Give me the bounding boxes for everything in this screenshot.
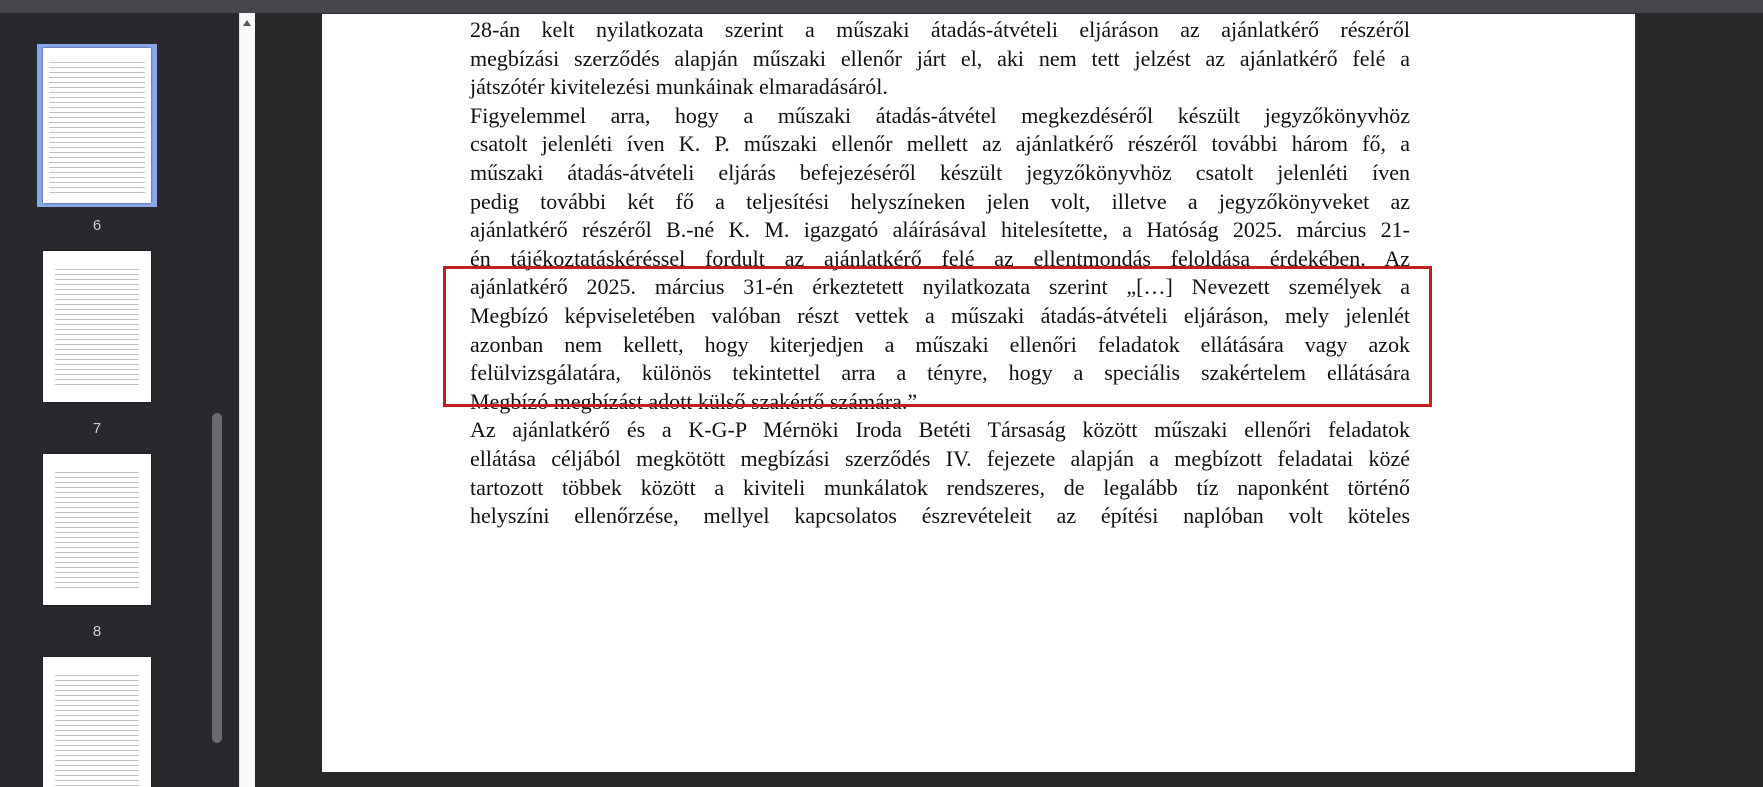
text-line: felülvizsgálatára, különös tekintettel arra a tényre, hogy a speciális szakértelem ellátására [470, 360, 1410, 386]
document-page [322, 14, 1635, 772]
thumbnail-text-texture [55, 673, 139, 787]
thumbnail-page-image [43, 657, 151, 787]
text-line: Figyelemmel arra, hogy a műszaki átadás-átvétel megkezdéséről készült jegyzőkönyvhöz [470, 102, 1410, 128]
annotation-highlight-box [443, 266, 1432, 407]
document-viewport[interactable] [255, 13, 1763, 787]
text-line: Megbízó képviseletében valóban részt vettek a műszaki átadás-átvételi eljáráson, mely jelenlét [470, 302, 1410, 328]
text-line: ajánlatkérő 2025. március 31-én érkeztetett nyilatkozata szerint „[…] Nevezett személyek a [470, 274, 1410, 300]
thumbnail-page-image [43, 48, 151, 203]
thumbnail-page-number: 6 [92, 217, 102, 234]
text-line: azonban nem kellett, hogy kiterjedjen a műszaki ellenőri feladatok ellátására vagy azok [470, 331, 1410, 357]
text-line: 28-án kelt nyilatkozata szerint a műszaki átadás-átvételi eljáráson az ajánlatkérő részéről [470, 17, 1410, 42]
thumbnail-page-image [43, 251, 151, 402]
up-arrow-icon [243, 20, 251, 26]
text-line: én tájékoztatáskéréssel fordult az ajánlatkérő felé az ellentmondás feloldása érdekében. Az [470, 245, 1410, 271]
thumbnail-text-texture [49, 60, 145, 193]
text-line: ellátása céljából megkötött megbízási szerződés IV. fejezete alapján a megbízott feladatai közé [470, 445, 1410, 471]
thumbnail-selection-highlight [37, 44, 157, 207]
text-line: helyszíni ellenőrzése, mellyel kapcsolatos észrevételeit az építési naplóban volt köteles [470, 503, 1410, 529]
thumbnail-sidebar[interactable] [0, 13, 239, 787]
text-line: megbízási szerződés alapján műszaki ellenőr járt el, aki nem tett jelzést az ajánlatkérő felé a [470, 45, 1410, 71]
thumbnail-text-texture [55, 267, 139, 388]
text-line: Az ajánlatkérő és a K-G-P Mérnöki Iroda Betéti Társaság között műszaki ellenőri feladatok [470, 417, 1410, 443]
sidebar-scrollbar-thumb[interactable] [212, 413, 222, 743]
text-line: műszaki átadás-átvételi eljárás befejezéséről készült jegyzőkönyvhöz csatolt jelenléti íven [470, 159, 1410, 185]
text-line: Megbízó megbízást adott külső szakértő számára.” [470, 388, 918, 414]
text-line: csatolt jelenléti íven K. P. műszaki ellenőr mellett az ajánlatkérő részéről további három fő, a [470, 131, 1410, 157]
text-line: pedig további két fő a teljesítési helyszíneken jelen volt, illetve a jegyzőkönyveket az [470, 188, 1410, 214]
text-line: tartozott többek között a kiviteli munkálatok rendszeres, de legalább tíz naponként történő [470, 474, 1410, 500]
toolbar-edge [0, 0, 1763, 13]
vertical-scrollbar[interactable] [239, 13, 255, 787]
text-line: játszótér kivitelezési munkáinak elmaradásáról. [470, 74, 888, 100]
thumbnail-page-image [43, 454, 151, 605]
thumbnail-text-texture [55, 470, 139, 591]
thumbnail-page-number: 7 [92, 420, 102, 437]
thumbnail-page-number: 8 [92, 623, 102, 640]
scroll-up-button[interactable] [240, 13, 255, 30]
text-line: ajánlatkérő részéről B.-né K. M. igazgató aláírásával hitelesítette, a Hatóság 2025. március 21- [470, 217, 1410, 243]
